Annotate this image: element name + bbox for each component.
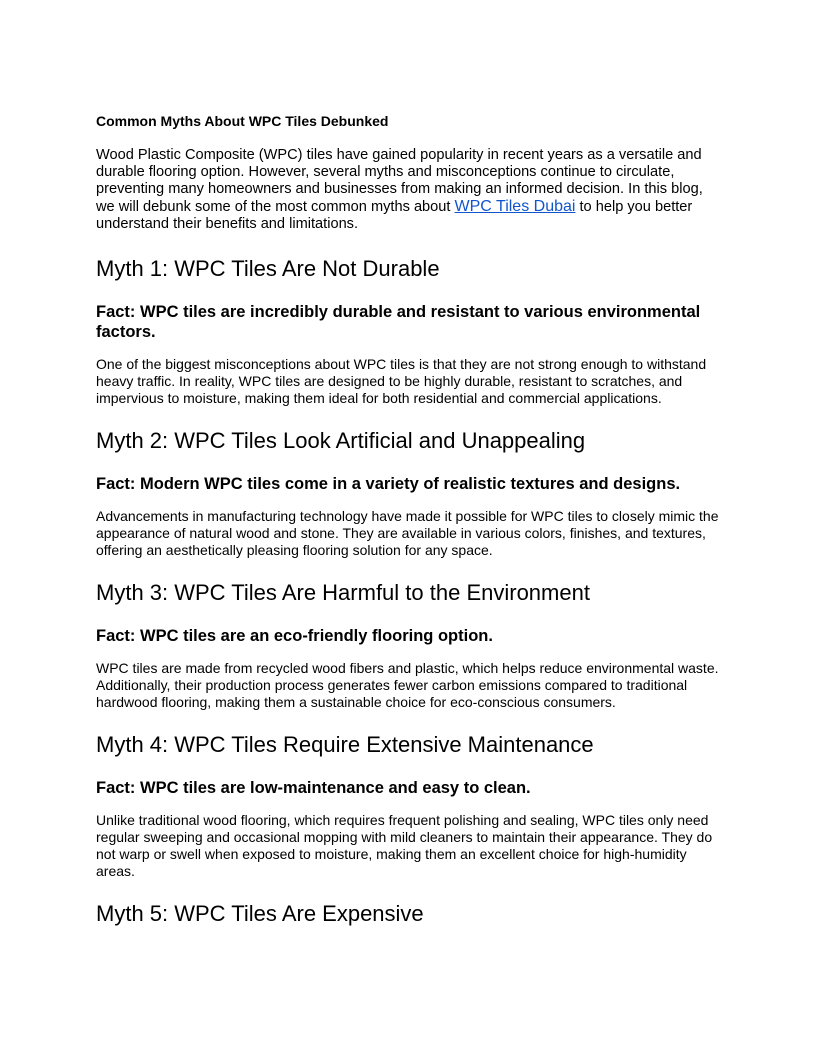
section-body: One of the biggest misconceptions about WPC tiles is that they are not strong enough to withstand heavy traffic. In reality, WPC tiles are designed to be highly durable, resistant to scratches, and impervious to moisture, making them ideal for both residential and commercial applications. [96, 356, 707, 406]
intro-paragraph [96, 147, 720, 233]
myth-section-4 [96, 731, 720, 880]
myth-section-1 [96, 255, 720, 407]
myth-heading: Myth 1: WPC Tiles Are Not Durable [96, 256, 440, 281]
myth-heading: Myth 5: WPC Tiles Are Expensive [96, 901, 424, 926]
myth-section-2 [96, 427, 720, 559]
section-body: Advancements in manufacturing technology have made it possible for WPC tiles to closely mimic the appearance of natural wood and stone. They are available in various colors, finishes, and textures, offering an aesthetically pleasing flooring solution for any space. [96, 508, 719, 558]
wpc-tiles-dubai-link[interactable]: WPC Tiles Dubai [454, 198, 576, 215]
myth-heading: Myth 3: WPC Tiles Are Harmful to the Environment [96, 580, 590, 605]
myth-heading: Myth 2: WPC Tiles Look Artificial and Unappealing [96, 428, 586, 453]
document-page [96, 113, 720, 928]
document-title: Common Myths About WPC Tiles Debunked [96, 113, 389, 129]
fact-heading: Fact: WPC tiles are low-maintenance and easy to clean. [96, 779, 531, 797]
myth-section-3 [96, 579, 720, 711]
section-body: Unlike traditional wood flooring, which requires frequent polishing and sealing, WPC tiles only need regular sweeping and occasional mopping with mild cleaners to maintain their appearance. They do not warp or swell when exposed to moisture, making them an excellent choice for high-humidity areas. [96, 812, 713, 879]
myth-heading: Myth 4: WPC Tiles Require Extensive Maintenance [96, 732, 594, 757]
fact-heading: Fact: WPC tiles are incredibly durable and resistant to various environmental factors. [96, 303, 701, 341]
fact-heading: Fact: WPC tiles are an eco-friendly flooring option. [96, 627, 493, 645]
myth-section-5 [96, 900, 720, 928]
intro-text-before-link: Wood Plastic Composite (WPC) tiles have gained popularity in recent years as a versatile and durable flooring option. However, several myths and misconceptions continue to circulate, preventing many homeowners and businesses from making an informed decision. In this blog, we will debunk some of the most common myths about [96, 147, 703, 215]
fact-heading: Fact: Modern WPC tiles come in a variety of realistic textures and designs. [96, 475, 681, 493]
intro-text-after-link: to help you better understand their benefits and limitations. [96, 199, 693, 232]
section-body: WPC tiles are made from recycled wood fibers and plastic, which helps reduce environmental waste. Additionally, their production process generates fewer carbon emissions compared to traditional hardwood flooring, making them a sustainable choice for eco-conscious consumers. [96, 660, 719, 710]
